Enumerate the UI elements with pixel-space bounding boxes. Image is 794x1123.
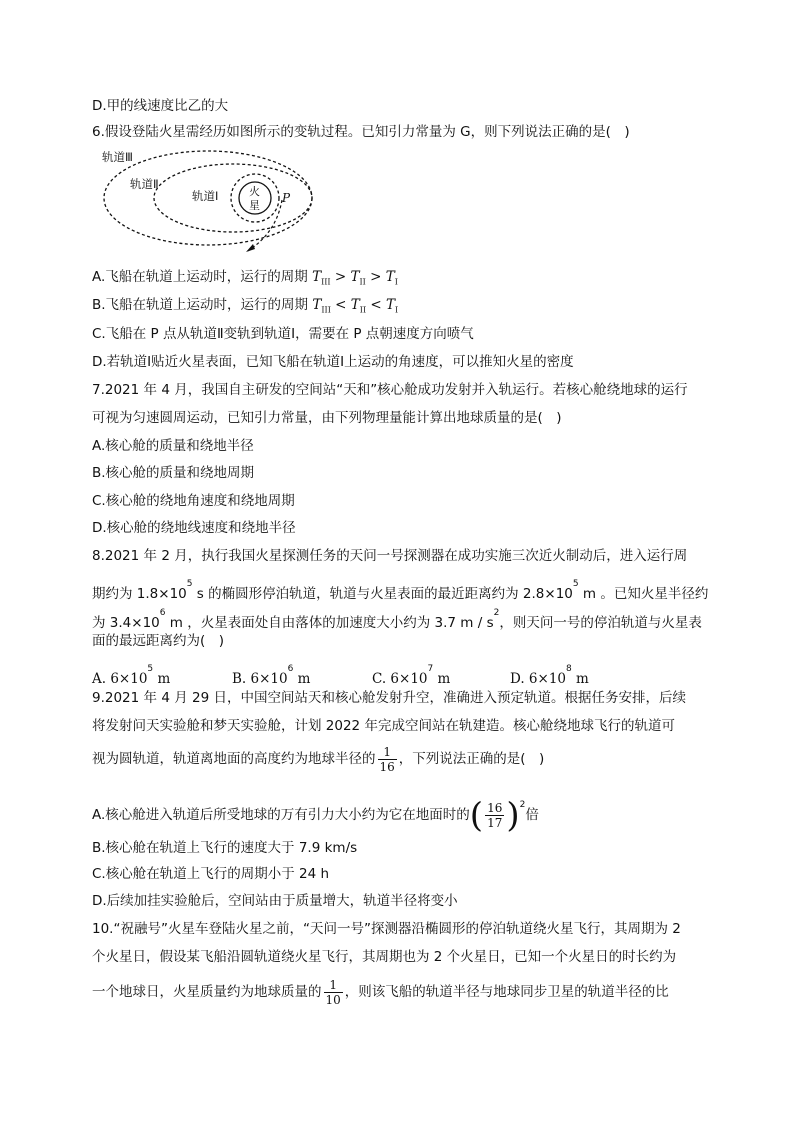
q7-stem-1: 7.2021 年 4 月，我国自主研发的空间站“天和”核心舱成功发射并入轨运行。若核心舱绕地球的运行 [92,382,688,398]
q8-stem-4: 面的最远距离约为( ) [92,633,225,649]
label-mars-2: 星 [249,199,260,212]
q8-option-b: B. $6\times 10^6$ m [232,664,311,687]
label-orbit-1: 轨道Ⅰ [192,189,219,203]
q8-stem-3: 为 $3.4\times 10^6$ m ，火星表面处自由落体的加速度大小约为 3.7 m / $s^2$，则天问一号的停泊轨道与火星表 [92,608,702,631]
q7-option-c: C.核心舱的绕地角速度和绕地周期 [92,493,295,509]
trajectory-arrow-icon [246,244,255,252]
q6-option-c: C.飞船在 P 点从轨道Ⅱ变轨到轨道Ⅰ，需要在 P 点朝速度方向喷气 [92,326,474,342]
q10-stem-3: 一个地球日，火星质量约为地球质量的 $\frac{1}{10}$ ，则该飞船的轨道半径与地球同步卫星的轨道半径的比 [92,977,669,1007]
q10-stem-1: 10.“祝融号”火星车登陆火星之前，“天问一号”探测器沿椭圆形的停泊轨道绕火星飞行，其周期为 2 [92,921,681,937]
orbit-diagram [96,148,316,258]
label-orbit-3: 轨道Ⅲ [102,150,133,164]
q7-option-a: A.核心舱的质量和绕地半径 [92,438,254,454]
label-orbit-2: 轨道Ⅱ [130,177,159,191]
formula-periods-asc: $T_{III} < T_{II} < T_I$ [312,297,399,315]
q9-option-c: C.核心舱在轨道上飞行的周期小于 24 h [92,866,330,882]
q7-option-b: B.核心舱的质量和绕地周期 [92,465,255,481]
q9-option-a: A.核心舱进入轨道后所受地球的万有引力大小约为它在地面时的( $\frac{16}{17}$ )$^2$倍 [92,795,539,836]
q9-stem-3: 视为圆轨道，轨道离地面的高度约为地球半径的 $\frac{1}{16}$ ，下列说法正确的是( ) [92,744,545,774]
q9-option-d: D.后续加挂实验舱后，空间站由于质量增大，轨道半径将变小 [92,893,458,909]
fraction-16-17-squared: ( $\frac{16}{17}$ ) [469,795,520,836]
q8-option-c: C. $6\times 10^7$ m [372,664,451,687]
q8-option-d: D. $6\times 10^8$ m [510,664,589,687]
q6-option-a: A.飞船在轨道上运动时，运行的周期 $T_{III} > T_{II} > T_I$ [92,269,398,287]
q6-option-d: D.若轨道Ⅰ贴近火星表面，已知飞船在轨道Ⅰ上运动的角速度，可以推知火星的密度 [92,354,574,370]
q6-option-b: B.飞船在轨道上运动时，运行的周期 $T_{III} < T_{II} < T_I$ [92,297,399,315]
q7-stem-2: 可视为匀速圆周运动，已知引力常量，由下列物理量能计算出地球质量的是( ) [92,410,562,426]
label-mars-1: 火 [249,185,260,198]
fraction-1-10: $\frac{1}{10}$ [325,977,341,1007]
q7-option-d: D.核心舱的绕地线速度和绕地半径 [92,520,296,536]
q8-stem-2: 期约为 $1.8\times 10^5$ s 的椭圆形停泊轨道，轨道与火星表面的最近距离约为 $2.8\times 10^5$ m 。已知火星半径约 [92,579,709,602]
formula-periods-desc: $T_{III} > T_{II} > T_I$ [312,269,398,287]
label-point-p: P [282,191,291,205]
q9-stem-2: 将发射问天实验舱和梦天实验舱，计划 2022 年完成空间站在轨建造。核心舱绕地球飞行的轨道可 [92,718,675,734]
fraction-1-16: $\frac{1}{16}$ [379,744,395,774]
q8-stem-1: 8.2021 年 2 月，执行我国火星探测任务的天问一号探测器在成功实施三次近火制动后，进入运行周 [92,548,688,564]
q8-option-a: A. $6\times 10^5$ m [92,664,171,687]
q9-option-b: B.核心舱在轨道上飞行的速度大于 7.9 km/s [92,840,358,856]
q10-stem-2: 个火星日，假设某飞船沿圆轨道绕火星飞行，其周期也为 2 个火星日，已知一个火星日的时长约为 [92,949,677,965]
q6-stem: 6.假设登陆火星需经历如图所示的变轨过程。已知引力常量为 G，则下列说法正确的是( ) [92,124,630,140]
q9-stem-1: 9.2021 年 4 月 29 日，中国空间站天和核心舱发射升空，准确进入预定轨道。根据任务安排，后续 [92,690,686,706]
q5-option-d: D.甲的线速度比乙的大 [92,98,229,114]
